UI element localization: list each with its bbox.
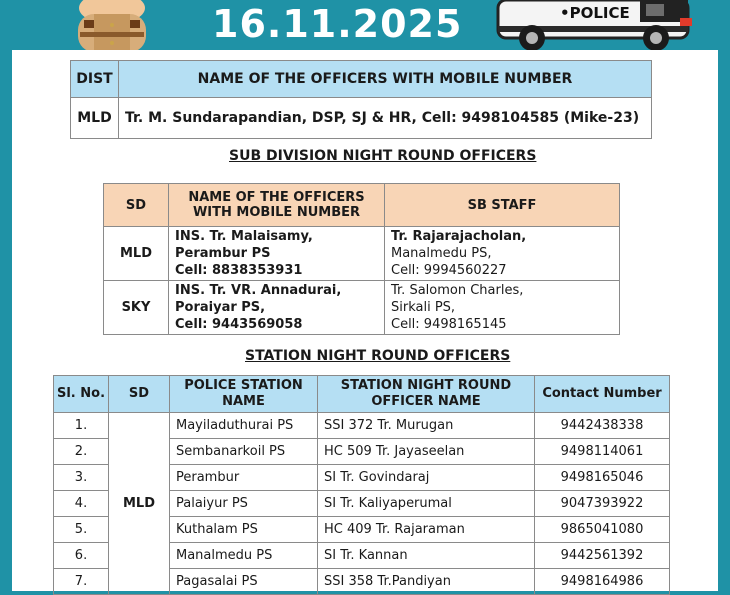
station-cell: Perambur <box>170 465 318 491</box>
sd-header: SD <box>104 184 169 227</box>
officer-station: Poraiyar PS, <box>175 300 266 315</box>
sd-officer-cell <box>169 281 385 335</box>
staff-name: Tr. Salomon Charles, <box>391 283 524 298</box>
station-table <box>53 375 670 595</box>
district-header-row <box>71 61 652 98</box>
round-officer-header: STATION NIGHT ROUND OFFICER NAME <box>318 376 535 413</box>
officer-cell: SI Tr. Kannan <box>318 543 535 569</box>
staff-cell: Cell: 9498165145 <box>391 317 507 332</box>
dist-cell: MLD <box>71 98 119 139</box>
sl-no-cell: 7. <box>54 569 109 595</box>
contact-cell: 9498164986 <box>535 569 670 595</box>
station-row <box>54 413 670 439</box>
station-cell: Sembanarkoil PS <box>170 439 318 465</box>
sd-header: SD <box>109 376 170 413</box>
contact-cell: 9498114061 <box>535 439 670 465</box>
officer-cell: SSI 372 Tr. Murugan <box>318 413 535 439</box>
officer-header: NAME OF THE OFFICERS WITH MOBILE NUMBER <box>119 61 652 98</box>
staff-station: Sirkali PS, <box>391 300 456 315</box>
district-table <box>70 60 652 139</box>
station-cell: Palaiyur PS <box>170 491 318 517</box>
sl-no-cell: 6. <box>54 543 109 569</box>
roster-sheet <box>12 50 718 591</box>
sl-no-cell: 2. <box>54 439 109 465</box>
sl-no-cell: 5. <box>54 517 109 543</box>
officer-name: INS. Tr. VR. Annadurai, <box>175 283 342 298</box>
officer-station: Perambur PS <box>175 246 271 261</box>
station-cell: Kuthalam PS <box>170 517 318 543</box>
sd-cell: MLD <box>104 227 169 281</box>
officer-cell: Cell: 8838353931 <box>175 263 303 278</box>
report-date: 16.11.2025 <box>212 2 463 46</box>
subdivision-title: SUB DIVISION NIGHT ROUND OFFICERS <box>229 148 537 164</box>
station-title: STATION NIGHT ROUND OFFICERS <box>245 348 511 364</box>
officer-cell: SI Tr. Kaliyaperumal <box>318 491 535 517</box>
station-header-row <box>54 376 670 413</box>
station-cell: Mayiladuthurai PS <box>170 413 318 439</box>
sb-staff-cell <box>385 281 620 335</box>
dist-header: DIST <box>71 61 119 98</box>
officer-name: INS. Tr. Malaisamy, <box>175 229 313 244</box>
sl-no-cell: 3. <box>54 465 109 491</box>
staff-station: Manalmedu PS, <box>391 246 492 261</box>
station-cell: Pagasalai PS <box>170 569 318 595</box>
sl-no-cell: 4. <box>54 491 109 517</box>
contact-cell: 9865041080 <box>535 517 670 543</box>
subdivision-table <box>103 183 620 335</box>
contact-header: Contact Number <box>535 376 670 413</box>
star-icon: • <box>560 4 570 22</box>
contact-cell: 9047393922 <box>535 491 670 517</box>
sd-officer-header: NAME OF THE OFFICERS WITH MOBILE NUMBER <box>169 184 385 227</box>
subdivision-header-row <box>104 184 620 227</box>
station-cell: Manalmedu PS <box>170 543 318 569</box>
header-banner <box>0 0 730 52</box>
sd-group-cell: MLD <box>109 413 170 595</box>
sl-no-header: Sl. No. <box>54 376 109 413</box>
sl-no-cell: 1. <box>54 413 109 439</box>
police-officer-illustration <box>62 0 162 52</box>
district-row <box>71 98 652 139</box>
subdivision-row <box>104 227 620 281</box>
contact-cell: 9498165046 <box>535 465 670 491</box>
subdivision-row <box>104 281 620 335</box>
contact-cell: 9442438338 <box>535 413 670 439</box>
station-name-header: POLICE STATION NAME <box>170 376 318 413</box>
contact-cell: 9442561392 <box>535 543 670 569</box>
sb-staff-header: SB STAFF <box>385 184 620 227</box>
officer-cell: HC 409 Tr. Rajaraman <box>318 517 535 543</box>
officer-cell: HC 509 Tr. Jayaseelan <box>318 439 535 465</box>
staff-cell: Cell: 9994560227 <box>391 263 507 278</box>
sd-cell: SKY <box>104 281 169 335</box>
police-label: •POLICE <box>560 4 630 22</box>
officer-cell: SI Tr. Govindaraj <box>318 465 535 491</box>
officer-cell: Cell: 9443569058 <box>175 317 303 332</box>
staff-name: Tr. Rajarajacholan, <box>391 229 527 244</box>
district-officer-cell: Tr. M. Sundarapandian, DSP, SJ & HR, Cell: 9498104585 (Mike-23) <box>119 98 652 139</box>
sd-officer-cell <box>169 227 385 281</box>
sb-staff-cell <box>385 227 620 281</box>
officer-cell: SSI 358 Tr.Pandiyan <box>318 569 535 595</box>
